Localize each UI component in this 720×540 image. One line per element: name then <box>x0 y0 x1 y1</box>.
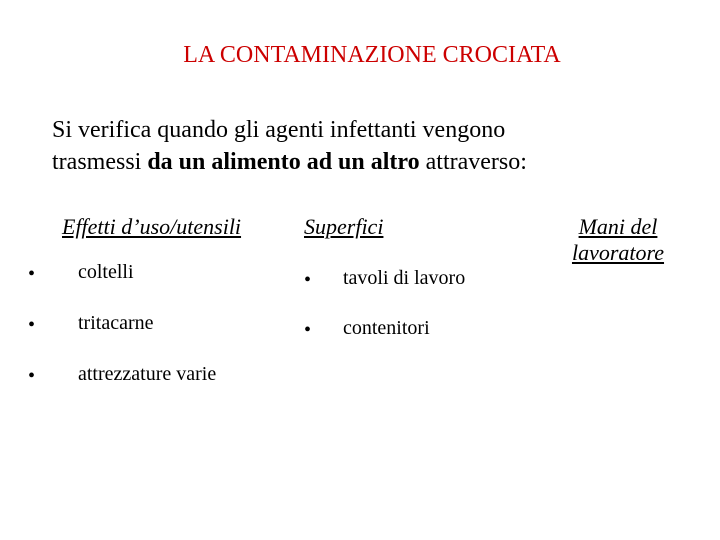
heading-mani-line-1: Mani del <box>578 214 658 239</box>
heading-mani <box>562 214 674 266</box>
heading-mani-line-2: lavoratore <box>571 240 665 265</box>
intro-line-2-end: attraverso: <box>419 149 527 175</box>
intro-line-2-bold: da un alimento ad un altro <box>147 149 420 175</box>
list-item-utensili: attrezzature varie <box>78 363 217 385</box>
slide-title: LA CONTAMINAZIONE CROCIATA <box>183 42 561 68</box>
list-item-superfici: tavoli di lavoro <box>343 267 466 289</box>
list-item-utensili: coltelli <box>78 261 134 283</box>
bullet-icon: • <box>28 314 36 336</box>
intro-line-1: Si verifica quando gli agenti infettanti vengono <box>52 117 506 143</box>
bullet-icon: • <box>304 319 312 341</box>
bullet-icon: • <box>304 269 312 291</box>
heading-superfici: Superfici <box>304 214 384 239</box>
list-item-utensili: tritacarne <box>78 312 154 334</box>
intro-line-2 <box>52 146 672 178</box>
list-item-superfici: contenitori <box>343 317 430 339</box>
intro-line-2-start: trasmessi <box>52 149 148 175</box>
bullet-icon: • <box>28 263 36 285</box>
heading-utensili: Effetti d’uso/utensili <box>62 214 242 239</box>
bullet-icon: • <box>28 365 36 387</box>
intro-text <box>52 114 672 178</box>
